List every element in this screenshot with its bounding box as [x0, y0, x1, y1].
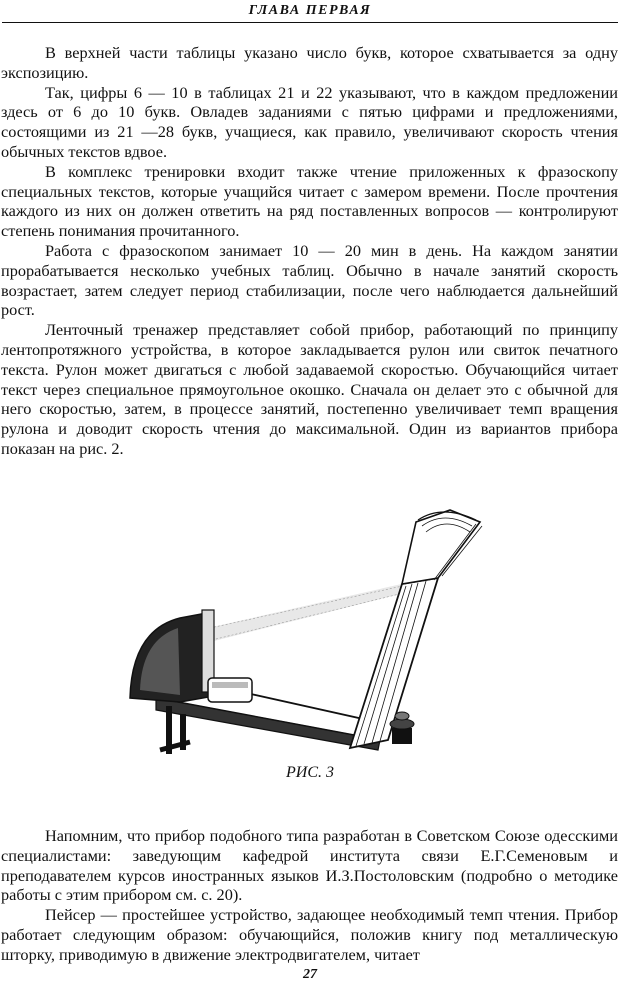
- running-header: [0, 0, 620, 19]
- paragraph: Ленточный тренажер представляет собой прибор, работающий по принципу лентопротяжного устройства, в которое закладывается рулон или свиток печатного текста. Рулон может двигаться с любой задаваемой скоростью. Обучающийся читает текст через специальное прямоугольное окошко. Сначала он делает это с обычной для него скоростью, затем, в процессе занятий, постепенно увеличивает темп вращения рулона и доводит скорость чтения до максимальной. Один из вариантов прибора показан на рис. 2.: [1, 320, 618, 458]
- reading-device-illustration: [120, 500, 500, 790]
- paragraph: Напомним, что прибор подобного типа разработан в Советском Союзе одесскими специалистами: заведующим кафедрой института связи Е.Г.Семеновым и преподавателем курсов иностранных языков И.З.Постоловским (подробно о методике работы с этим прибором см. с. 20).: [1, 826, 618, 905]
- paragraph: Работа с фразоскопом занимает 10 — 20 мин в день. На каждом занятии прорабатывается несколько учебных таблиц. Обычно в начале занятий скорость возрастает, затем следует период стабилизации, после чего наблюдается дальнейший рост.: [1, 240, 618, 320]
- page-number: 27: [303, 967, 317, 982]
- body-text-top: [1, 43, 618, 459]
- paragraph: В комплекс тренировки входит также чтение приложенных к фразоскопу специальных текстов, которые учащийся читает с замером времени. После прочтения каждого из них он должен ответить на ряд поставленных вопросов — контролируют степень понимания прочитанного.: [1, 161, 618, 241]
- chapter-title: ГЛАВА ПЕРВАЯ: [248, 3, 372, 18]
- paragraph: Пейсер — простейшее устройство, задающее необходимый темп чтения. Прибор работает следующим образом: обучающийся, положив книгу под металлическую шторку, приводимую в движение электродвигателем, читает: [1, 905, 618, 964]
- paragraph: Так, цифры 6 — 10 в таблицах 21 и 22 указывают, что в каждом предложении здесь от 6 до 10 букв. Овладев заданиями с пятью цифрами и предложениями, состоящими из 21 —28 букв, учащиеся, как правило, увеличивают скорость чтения обычных текстов вдвое.: [1, 82, 618, 161]
- header-rule: [2, 22, 618, 23]
- body-text-bottom: [1, 826, 618, 965]
- paragraph: В верхней части таблицы указано число букв, которое схватывается за одну экспозицию.: [1, 43, 618, 82]
- figure-caption: РИС. 3: [286, 764, 334, 781]
- figure-reading-device: [120, 500, 500, 790]
